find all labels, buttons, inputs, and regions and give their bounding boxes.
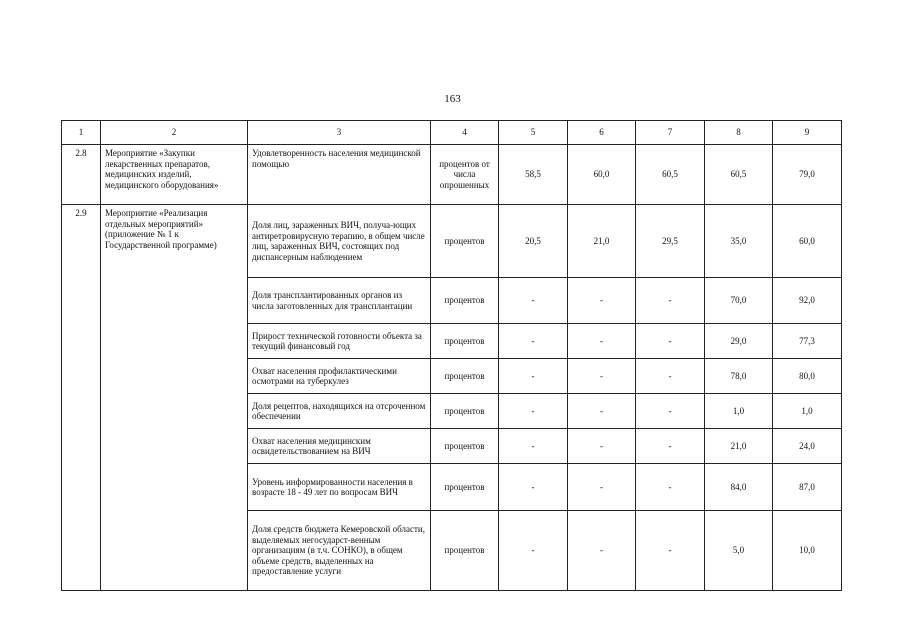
value-col8: 5,0 — [705, 511, 773, 591]
value-col8: 70,0 — [705, 278, 773, 324]
value-col7: - — [636, 324, 705, 359]
value-col9: 77,3 — [773, 324, 842, 359]
page-number: 163 — [444, 93, 461, 105]
value-col5: - — [499, 511, 568, 591]
value-col8: 1,0 — [705, 394, 773, 429]
unit-cell: процентов — [431, 464, 499, 511]
value-col6: - — [568, 429, 636, 464]
value-col9: 60,0 — [773, 205, 842, 278]
unit-cell: процентов — [431, 511, 499, 591]
value-col6: 60,0 — [568, 145, 636, 205]
event-name: Мероприятие «Закупки лекарственных препаратов, медицинских изделий, медицинского оборудования» — [101, 145, 248, 205]
value-col5: 58,5 — [499, 145, 568, 205]
value-col9: 87,0 — [773, 464, 842, 511]
value-col7: 29,5 — [636, 205, 705, 278]
value-col6: - — [568, 324, 636, 359]
value-col5: - — [499, 278, 568, 324]
value-col7: - — [636, 394, 705, 429]
value-col7: - — [636, 359, 705, 394]
value-col9: 1,0 — [773, 394, 842, 429]
value-col7: - — [636, 429, 705, 464]
unit-cell: процентов — [431, 324, 499, 359]
header-cell-7: 7 — [636, 121, 705, 145]
indicators-table — [61, 120, 842, 591]
value-col9: 79,0 — [773, 145, 842, 205]
header-cell-4: 4 — [431, 121, 499, 145]
value-col5: - — [499, 324, 568, 359]
value-col8: 21,0 — [705, 429, 773, 464]
unit-cell: процентов — [431, 359, 499, 394]
value-col5: 20,5 — [499, 205, 568, 278]
indicator-name: Доля лиц, зараженных ВИЧ, получа-ющих антиретровирусную терапию, в общем числе лиц, зараженных ВИЧ, состоящих под диспансерным наблюдением — [248, 205, 431, 278]
indicator-name: Уровень информированности населения в возрасте 18 - 49 лет по вопросам ВИЧ — [248, 464, 431, 511]
value-col7: - — [636, 278, 705, 324]
header-cell-3: 3 — [248, 121, 431, 145]
value-col5: - — [499, 394, 568, 429]
indicator-name: Доля трансплантированных органов из числа заготовленных для трансплантации — [248, 278, 431, 324]
indicator-name: Охват населения медицинским освидетельствованием на ВИЧ — [248, 429, 431, 464]
header-row — [62, 121, 842, 145]
value-col6: - — [568, 278, 636, 324]
table-row — [62, 205, 842, 278]
header-cell-2: 2 — [101, 121, 248, 145]
value-col6: - — [568, 359, 636, 394]
header-cell-5: 5 — [499, 121, 568, 145]
value-col7: 60,5 — [636, 145, 705, 205]
header-cell-1: 1 — [62, 121, 101, 145]
header-cell-6: 6 — [568, 121, 636, 145]
value-col8: 35,0 — [705, 205, 773, 278]
value-col7: - — [636, 464, 705, 511]
unit-cell: процентов — [431, 278, 499, 324]
unit-cell: процентов от числа опрошенных — [431, 145, 499, 205]
value-col6: 21,0 — [568, 205, 636, 278]
unit-cell: процентов — [431, 394, 499, 429]
value-col8: 84,0 — [705, 464, 773, 511]
indicator-name: Доля рецептов, находящихся на отсроченном обеспечении — [248, 394, 431, 429]
value-col8: 60,5 — [705, 145, 773, 205]
value-col9: 80,0 — [773, 359, 842, 394]
value-col5: - — [499, 359, 568, 394]
value-col6: - — [568, 511, 636, 591]
value-col7: - — [636, 511, 705, 591]
item-number: 2.9 — [62, 205, 101, 591]
unit-cell: процентов — [431, 429, 499, 464]
indicator-name: Прирост технической готовности объекта за текущий финансовый год — [248, 324, 431, 359]
unit-cell: процентов — [431, 205, 499, 278]
value-col8: 78,0 — [705, 359, 773, 394]
value-col9: 92,0 — [773, 278, 842, 324]
header-cell-9: 9 — [773, 121, 842, 145]
value-col5: - — [499, 464, 568, 511]
value-col9: 24,0 — [773, 429, 842, 464]
header-cell-8: 8 — [705, 121, 773, 145]
item-number: 2.8 — [62, 145, 101, 205]
value-col9: 10,0 — [773, 511, 842, 591]
event-name: Мероприятие «Реализация отдельных мероприятий» (приложение № 1 к Государственной программе) — [101, 205, 248, 591]
value-col6: - — [568, 394, 636, 429]
indicator-name: Доля средств бюджета Кемеровской области, выделяемых негосударст-венным организациям (в т.ч. СОНКО), в общем объеме средств, выделенных на предоставление услуги — [248, 511, 431, 591]
value-col6: - — [568, 464, 636, 511]
table-row — [62, 145, 842, 205]
indicator-name: Охват населения профилактическими осмотрами на туберкулез — [248, 359, 431, 394]
value-col5: - — [499, 429, 568, 464]
value-col8: 29,0 — [705, 324, 773, 359]
indicator-name: Удовлетворенность населения медицинской помощью — [248, 145, 431, 205]
